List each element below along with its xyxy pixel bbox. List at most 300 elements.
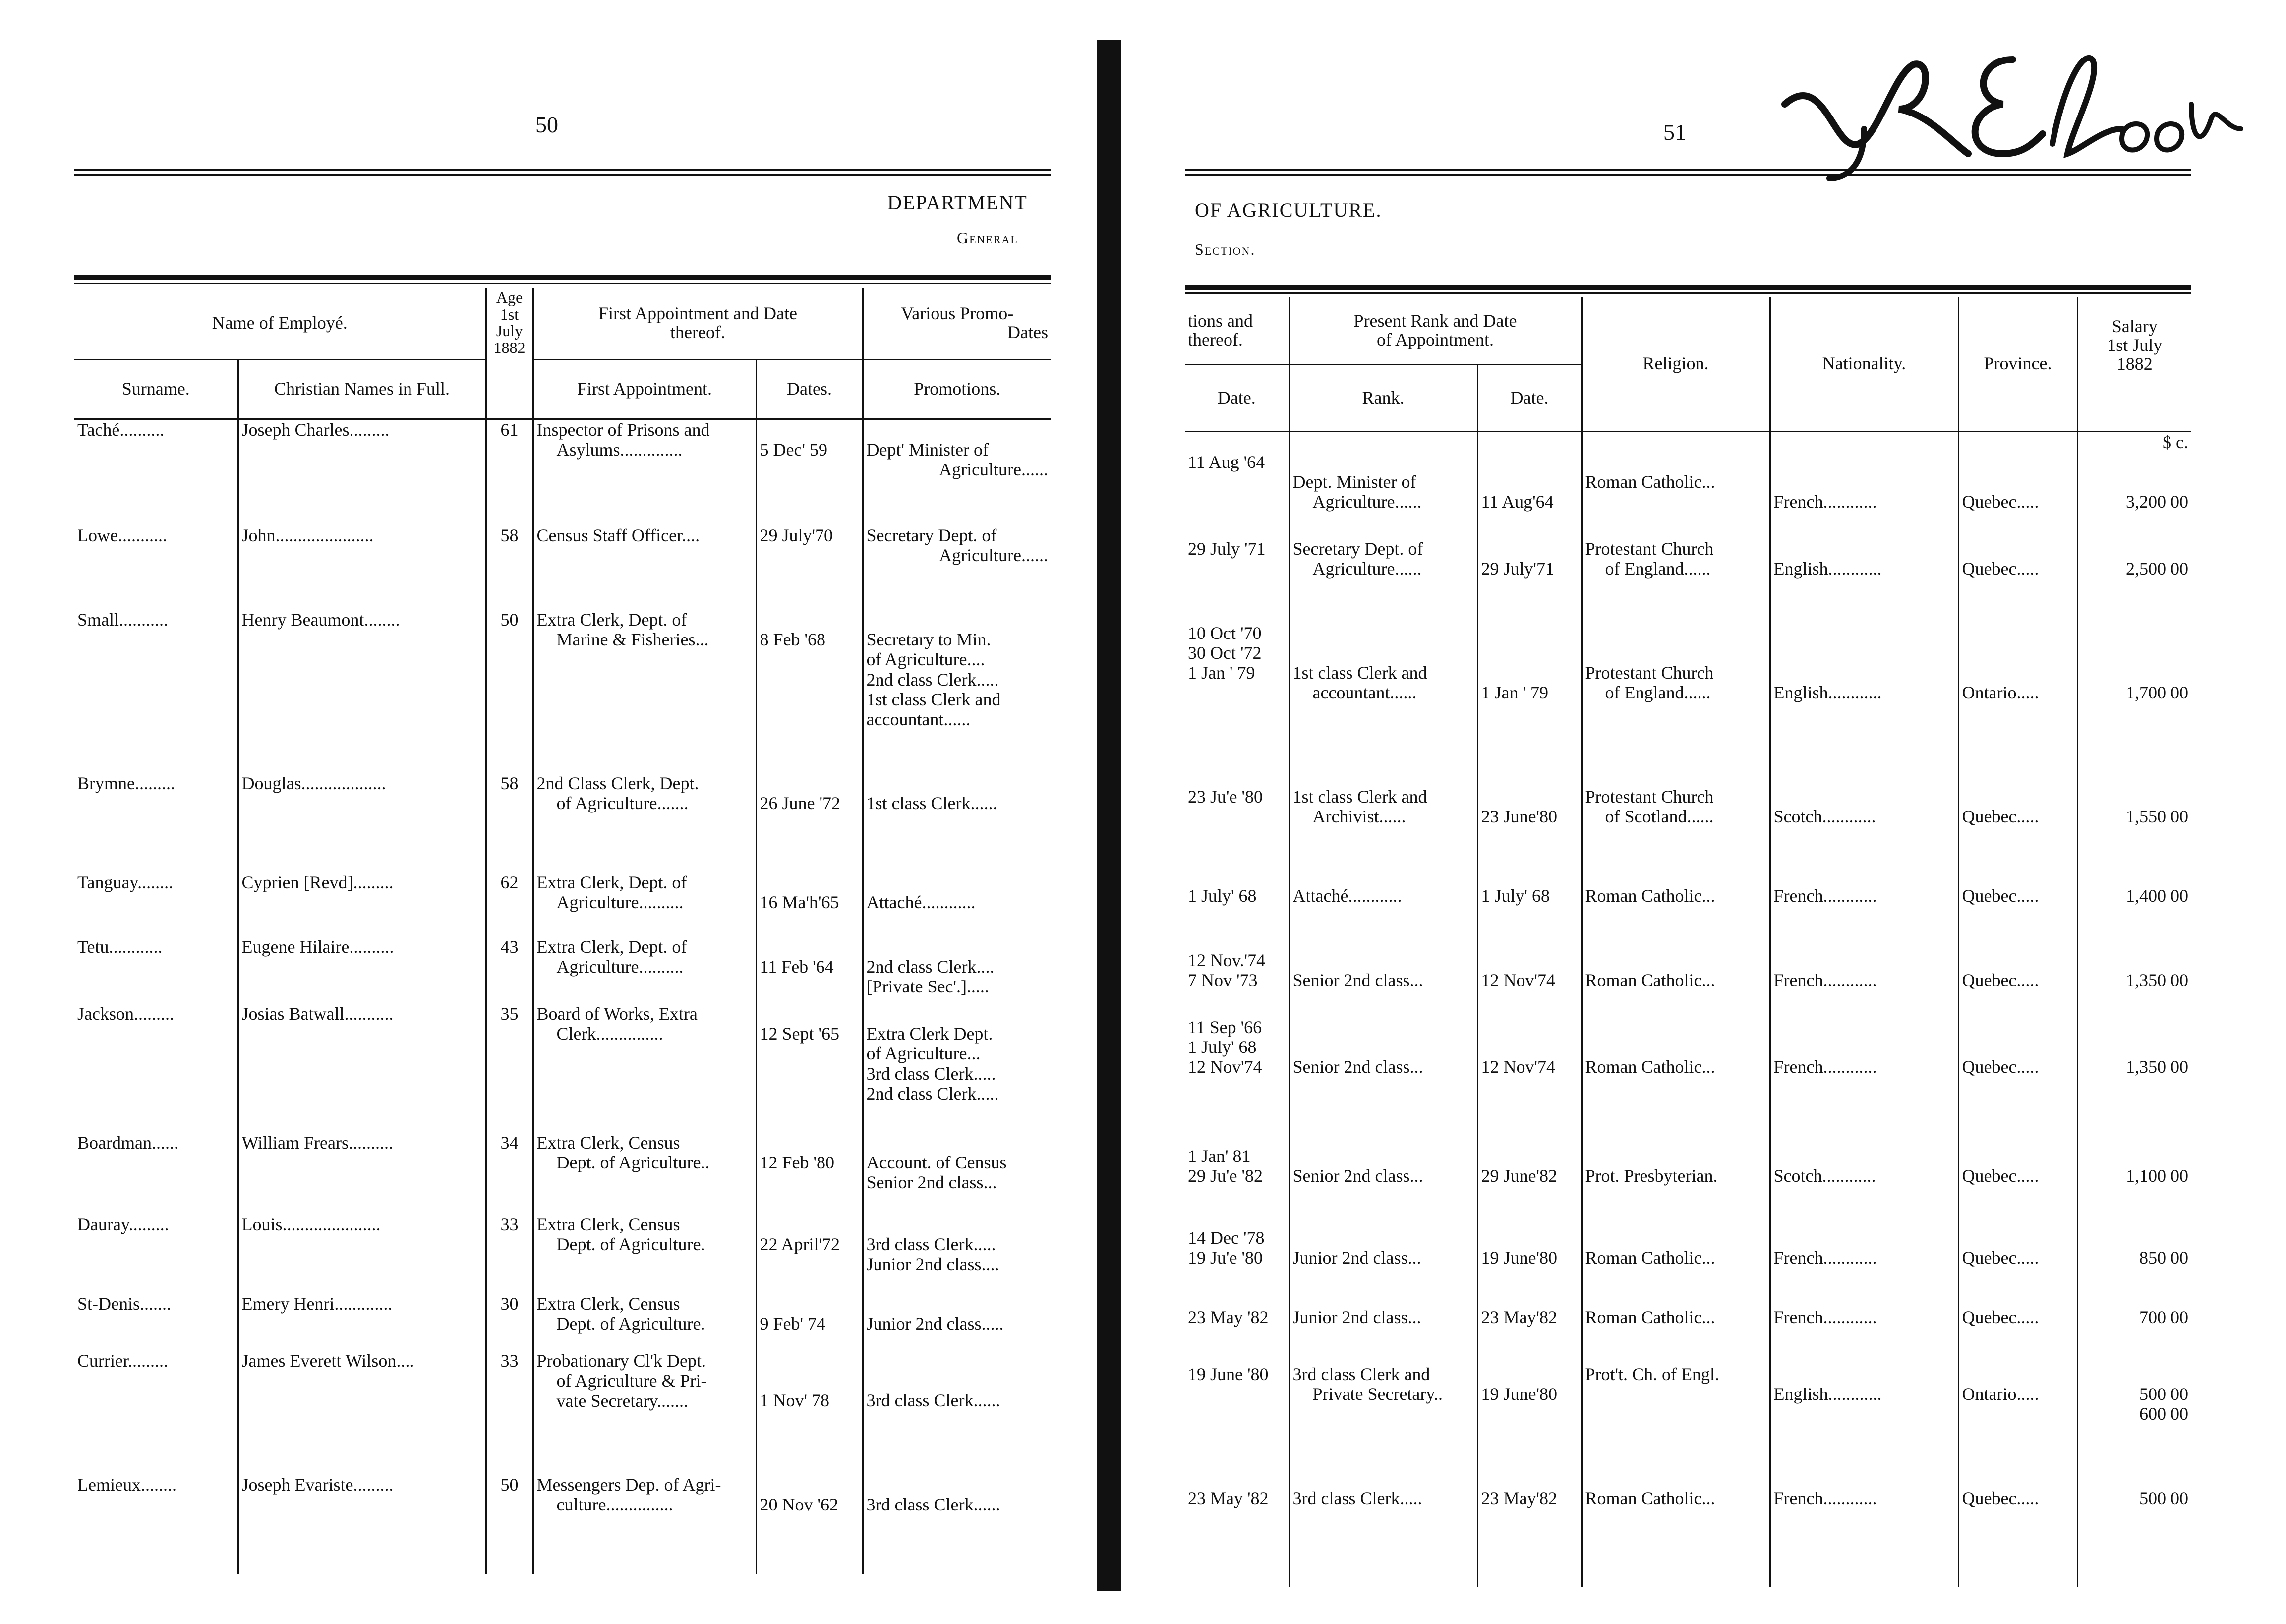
salary-cell — [2077, 1307, 2191, 1364]
age-cell: 50 — [486, 610, 533, 773]
salary-header: Salary 1st July 1882 — [2077, 297, 2191, 431]
religion-cell — [1582, 1307, 1770, 1364]
promotion-line: Junior 2nd class.... — [866, 1254, 999, 1275]
promotion-line: Agriculture...... — [939, 459, 1049, 479]
first-appointment-cell — [533, 610, 756, 773]
rank-date-text: 19 June'80 — [1481, 1384, 1557, 1404]
rank-date-text: 29 July'71 — [1481, 558, 1554, 579]
first-appointment-line: Extra Clerk, Dept. of — [536, 610, 687, 630]
promotion-date-line: 23 May '82 — [1188, 1488, 1269, 1508]
rank-line: Private Secretary.. — [1312, 1384, 1443, 1404]
nationality-text: French............ — [1773, 1247, 1877, 1268]
province-cell — [1958, 452, 2077, 539]
first-appointment-line: Clerk............... — [556, 1024, 663, 1044]
age-cell: 30 — [486, 1294, 533, 1351]
rank-date-cell — [1477, 1364, 1582, 1488]
surname-text: Small........... — [77, 610, 169, 630]
currency-row — [1185, 431, 2191, 452]
surname-text: Tetu............ — [77, 937, 163, 957]
first-appointment-line: Extra Clerk, Census — [536, 1294, 680, 1314]
province-text: Quebec..... — [1962, 970, 2039, 990]
empty-cell — [1185, 431, 1289, 452]
table-row — [1185, 539, 2191, 623]
promotion-line: Attaché............ — [866, 892, 976, 912]
rank-cell — [1289, 452, 1477, 539]
christian-names-cell — [238, 1294, 486, 1351]
first-appointment-cell — [533, 872, 756, 937]
first-appointment-cell — [533, 525, 756, 610]
dates-header: Dates. — [756, 359, 863, 419]
page-number-left: 50 — [535, 112, 558, 137]
province-text: Ontario..... — [1962, 682, 2039, 702]
rank-date-text: 29 June'82 — [1481, 1165, 1557, 1186]
christian-names-text: Eugene Hilaire.......... — [241, 937, 394, 957]
first-appointment-line: Extra Clerk, Dept. of — [536, 872, 687, 892]
christian-names-cell — [238, 1133, 486, 1215]
first-appointment-line: Asylums.............. — [556, 439, 683, 460]
empty-cell — [1958, 431, 2077, 452]
religion-line: of England...... — [1605, 559, 1711, 579]
promotion-date-line: 10 Oct '70 — [1188, 623, 1262, 643]
nationality-text: English............ — [1773, 682, 1882, 702]
empty-cell — [1477, 431, 1582, 452]
nationality-cell — [1770, 623, 1958, 787]
religion-cell — [1582, 623, 1770, 787]
promotion-date-line: 29 Ju'e '82 — [1188, 1166, 1263, 1186]
table-row — [1185, 787, 2191, 886]
first-appointment-header: First Appointment. — [533, 359, 756, 419]
various-promotions-header: Various Promo- Dates — [863, 288, 1051, 359]
salary-cell — [2077, 452, 2191, 539]
nationality-text: French............ — [1773, 491, 1877, 512]
first-appointment-line: Extra Clerk, Dept. of — [536, 937, 687, 957]
christian-names-text: Henry Beaumont........ — [241, 610, 400, 630]
rank-cell — [1289, 1146, 1477, 1228]
surname-cell — [74, 1475, 238, 1574]
christian-names-cell — [238, 773, 486, 872]
age-cell: 33 — [486, 1215, 533, 1294]
promotion-dates-cell — [1185, 623, 1289, 787]
nationality-text: French............ — [1773, 1056, 1877, 1077]
surname-text: Tanguay........ — [77, 872, 174, 892]
promotion-dates-cell — [1185, 452, 1289, 539]
table-row — [1185, 1146, 2191, 1228]
province-cell — [1958, 539, 2077, 623]
promotion-line: Account. of Census — [866, 1153, 1007, 1172]
province-cell — [1958, 1146, 2077, 1228]
rank-cell — [1289, 787, 1477, 886]
empty-cell — [1770, 431, 1958, 452]
promotion-date-line: 14 Dec '78 — [1188, 1227, 1265, 1248]
nationality-text: French............ — [1773, 1488, 1877, 1508]
table-top-rule-thin — [74, 283, 1051, 284]
first-appointment-cell — [533, 1133, 756, 1215]
promotion-date-header: Date. — [1185, 364, 1289, 431]
province-text: Quebec..... — [1962, 1247, 2039, 1268]
promotion-date-line: 1 July' 68 — [1188, 885, 1257, 906]
surname-cell — [74, 1351, 238, 1475]
salary-line: 850 00 — [2139, 1247, 2188, 1268]
promotion-date-line: 7 Nov '73 — [1188, 970, 1258, 990]
religion-cell — [1582, 1146, 1770, 1228]
rank-line: Junior 2nd class... — [1292, 1307, 1421, 1327]
surname-cell — [74, 1215, 238, 1294]
rank-date-text: 19 June'80 — [1481, 1247, 1557, 1268]
nationality-text: Scotch............ — [1773, 806, 1876, 826]
salary-cell — [2077, 1364, 2191, 1488]
christian-names-cell — [238, 1351, 486, 1475]
table-top-rule — [74, 275, 1051, 280]
salary-line: 1,350 00 — [2126, 970, 2188, 990]
first-appointment-line: Dept. of Agriculture. — [556, 1234, 705, 1255]
rank-date-text: 1 July' 68 — [1481, 885, 1550, 906]
employee-table-right — [1185, 297, 2191, 1587]
surname-cell — [74, 610, 238, 773]
rank-date-cell — [1477, 1017, 1582, 1146]
table-row — [74, 1133, 1051, 1215]
christian-names-text: John...................... — [241, 525, 374, 545]
promotion-date-line: 19 June '80 — [1188, 1364, 1269, 1384]
province-text: Quebec..... — [1962, 1488, 2039, 1508]
employee-table-left — [74, 288, 1051, 1574]
nationality-text: Scotch............ — [1773, 1165, 1876, 1186]
age-cell: 33 — [486, 1351, 533, 1475]
currency-cell: $ c. — [2077, 431, 2191, 452]
religion-line: Roman Catholic... — [1585, 1307, 1715, 1327]
promotion-line: Junior 2nd class..... — [866, 1314, 1004, 1334]
rank-date-cell — [1477, 452, 1582, 539]
surname-cell — [74, 773, 238, 872]
top-rule-thin — [74, 174, 1051, 176]
nationality-cell — [1770, 1228, 1958, 1307]
promotion-line: Secretary Dept. of — [866, 525, 997, 545]
province-text: Quebec..... — [1962, 1165, 2039, 1186]
promotion-dates-cell — [1185, 950, 1289, 1017]
first-appointment-group-header: First Appointment and Date thereof. — [533, 288, 863, 359]
rank-date-cell — [1477, 1488, 1582, 1587]
appointment-date-cell — [756, 1004, 863, 1133]
table-row — [74, 525, 1051, 610]
rank-line: Senior 2nd class... — [1292, 1165, 1423, 1186]
promotion-dates-cell — [1185, 1364, 1289, 1488]
table-row — [1185, 452, 2191, 539]
religion-cell — [1582, 1017, 1770, 1146]
general-heading: General — [957, 229, 1018, 247]
rank-date-cell — [1477, 950, 1582, 1017]
appointment-date-text: 16 Ma'h'65 — [760, 892, 839, 912]
surname-cell — [74, 525, 238, 610]
religion-line: of England...... — [1605, 683, 1711, 703]
salary-line: 1,700 00 — [2126, 682, 2188, 702]
rank-cell — [1289, 1228, 1477, 1307]
promotion-line: 1st class Clerk...... — [866, 793, 997, 813]
rank-line: Attaché............ — [1292, 885, 1402, 906]
promotion-dates-cell — [1185, 1228, 1289, 1307]
first-appointment-cell — [533, 1004, 756, 1133]
rank-cell — [1289, 539, 1477, 623]
first-appointment-line: Marine & Fisheries... — [556, 630, 709, 650]
salary-line: 1,550 00 — [2126, 806, 2188, 826]
nationality-cell — [1770, 1146, 1958, 1228]
page-number-right: 51 — [1663, 119, 1686, 145]
appointment-date-text: 26 June '72 — [760, 793, 840, 813]
promotions-cell — [863, 937, 1051, 1004]
promotions-cell — [863, 419, 1051, 525]
age-header: Age 1st July 1882 — [486, 288, 533, 419]
christian-names-text: Josias Batwall........... — [241, 1004, 394, 1024]
rank-cell — [1289, 950, 1477, 1017]
salary-line: 1,100 00 — [2126, 1165, 2188, 1186]
promotion-date-line: 12 Nov.'74 — [1188, 950, 1266, 970]
surname-text: Lowe........... — [77, 525, 167, 545]
nationality-header: Nationality. — [1770, 297, 1958, 431]
first-appointment-cell — [533, 1475, 756, 1574]
religion-cell — [1582, 886, 1770, 950]
promotions-cell — [863, 1475, 1051, 1574]
province-text: Quebec..... — [1962, 558, 2039, 579]
promotion-dates-cell — [1185, 1307, 1289, 1364]
first-appointment-cell — [533, 1351, 756, 1475]
table-row — [1185, 1017, 2191, 1146]
rank-cell — [1289, 886, 1477, 950]
surname-text: Currier......... — [77, 1351, 168, 1371]
promotion-date-line: 11 Aug '64 — [1188, 452, 1265, 472]
promotions-cell — [863, 1133, 1051, 1215]
promotion-line: 3rd class Clerk..... — [866, 1234, 996, 1254]
salary-cell — [2077, 950, 2191, 1017]
first-appointment-line: Messengers Dep. of Agri- — [536, 1475, 721, 1495]
promotion-line: of Agriculture... — [866, 1044, 981, 1064]
rank-line: Agriculture...... — [1312, 492, 1422, 512]
table-row — [1185, 1228, 2191, 1307]
religion-cell — [1582, 950, 1770, 1017]
salary-cell — [2077, 886, 2191, 950]
table-row — [1185, 1307, 2191, 1364]
promotion-date-line: 1 Jan' 81 — [1188, 1146, 1251, 1166]
rank-date-header: Date. — [1477, 364, 1582, 431]
religion-cell — [1582, 1488, 1770, 1587]
salary-cell — [2077, 1017, 2191, 1146]
appointment-date-text: 20 Nov '62 — [760, 1495, 838, 1514]
nationality-cell — [1770, 452, 1958, 539]
promotion-date-line: 1 Jan ' 79 — [1188, 663, 1255, 683]
salary-line: 1,350 00 — [2126, 1056, 2188, 1077]
rank-line: Dept. Minister of — [1292, 471, 1416, 492]
rank-line: 3rd class Clerk..... — [1292, 1488, 1422, 1508]
promotion-line: Senior 2nd class... — [866, 1172, 997, 1193]
appointment-date-cell — [756, 610, 863, 773]
rank-line: 1st class Clerk and — [1292, 786, 1427, 807]
table-row — [74, 872, 1051, 937]
empty-cell — [1582, 431, 1770, 452]
religion-cell — [1582, 787, 1770, 886]
religion-line: Prot. Presbyterian. — [1585, 1165, 1718, 1186]
promotion-date-line: 29 July '71 — [1188, 538, 1266, 559]
religion-header: Religion. — [1582, 297, 1770, 431]
nationality-text: French............ — [1773, 1307, 1877, 1327]
salary-line: 600 00 — [2139, 1404, 2188, 1424]
nationality-text: English............ — [1773, 558, 1882, 579]
salary-cell — [2077, 1488, 2191, 1587]
first-appointment-line: Inspector of Prisons and — [536, 419, 710, 440]
promotion-date-line: 1 July' 68 — [1188, 1037, 1257, 1057]
promotions-header: Promotions. — [863, 359, 1051, 419]
christian-names-cell — [238, 1215, 486, 1294]
christian-names-text: Douglas................... — [241, 773, 386, 793]
nationality-cell — [1770, 950, 1958, 1017]
appointment-date-cell — [756, 937, 863, 1004]
surname-cell — [74, 1133, 238, 1215]
salary-line: 2,500 00 — [2126, 558, 2188, 579]
christian-names-header: Christian Names in Full. — [238, 359, 486, 419]
christian-names-text: Cyprien [Revd]......... — [241, 872, 394, 892]
promotion-line: 1st class Clerk and — [866, 689, 1001, 709]
top-rule — [74, 169, 1051, 171]
first-appointment-cell — [533, 773, 756, 872]
table-row — [74, 1351, 1051, 1475]
religion-line: Protestant Church — [1585, 786, 1714, 807]
promotion-line: Dept' Minister of — [866, 439, 989, 460]
age-cell: 34 — [486, 1133, 533, 1215]
salary-line: 700 00 — [2139, 1307, 2188, 1327]
rank-line: Secretary Dept. of — [1292, 538, 1423, 559]
appointment-date-cell — [756, 872, 863, 937]
surname-text: Jackson......... — [77, 1004, 174, 1024]
table-top-rule-thin — [1185, 292, 2191, 294]
handwritten-signature — [1765, 30, 2261, 188]
rank-cell — [1289, 1488, 1477, 1587]
salary-cell — [2077, 623, 2191, 787]
promotion-line: of Agriculture.... — [866, 649, 985, 670]
nationality-text: French............ — [1773, 970, 1877, 990]
promotion-dates-cell — [1185, 886, 1289, 950]
promotion-line: [Private Sec'.]..... — [866, 977, 989, 997]
rank-date-text: 12 Nov'74 — [1481, 970, 1555, 990]
age-cell: 58 — [486, 525, 533, 610]
religion-cell — [1582, 452, 1770, 539]
surname-header: Surname. — [74, 359, 238, 419]
rank-line: Senior 2nd class... — [1292, 970, 1423, 990]
appointment-date-cell — [756, 1215, 863, 1294]
table-row — [74, 419, 1051, 525]
religion-line: of Scotland...... — [1605, 807, 1714, 827]
age-cell: 58 — [486, 773, 533, 872]
surname-text: St-Denis....... — [77, 1294, 171, 1314]
promotion-date-line: 19 Ju'e '80 — [1188, 1248, 1263, 1268]
promotion-date-line: 11 Sep '66 — [1188, 1017, 1262, 1037]
christian-names-cell — [238, 1475, 486, 1574]
christian-names-cell — [238, 872, 486, 937]
rank-date-text: 23 May'82 — [1481, 1488, 1557, 1508]
christian-names-text: James Everett Wilson.... — [241, 1351, 414, 1371]
promotion-dates-cell — [1185, 539, 1289, 623]
rank-date-text: 1 Jan ' 79 — [1481, 682, 1548, 702]
promotion-line: 3rd class Clerk..... — [866, 1063, 996, 1084]
province-cell — [1958, 1488, 2077, 1587]
appointment-date-text: 8 Feb '68 — [760, 630, 826, 649]
rank-date-cell — [1477, 1307, 1582, 1364]
first-appointment-line: Probationary Cl'k Dept. — [536, 1351, 706, 1371]
appointment-date-text: 11 Feb '64 — [760, 957, 834, 977]
christian-names-text: Louis...................... — [241, 1215, 381, 1234]
first-appointment-line: Extra Clerk, Census — [536, 1215, 680, 1234]
promotion-date-line: 23 May '82 — [1188, 1307, 1269, 1327]
province-cell — [1958, 886, 2077, 950]
first-appointment-line: Dept. of Agriculture. — [556, 1314, 705, 1334]
surname-cell — [74, 937, 238, 1004]
rank-line: accountant...... — [1312, 683, 1417, 703]
nationality-cell — [1770, 539, 1958, 623]
nationality-cell — [1770, 1017, 1958, 1146]
promotions-cell — [863, 1294, 1051, 1351]
table-top-rule — [1185, 285, 2191, 290]
age-cell: 35 — [486, 1004, 533, 1133]
surname-text: Dauray......... — [77, 1215, 169, 1234]
name-of-employe-header: Name of Employé. — [74, 288, 486, 359]
rank-date-text: 11 Aug'64 — [1481, 491, 1554, 512]
province-text: Quebec..... — [1962, 1307, 2039, 1327]
table-row — [74, 1215, 1051, 1294]
table-row — [1185, 623, 2191, 787]
province-text: Quebec..... — [1962, 806, 2039, 826]
first-appointment-line: of Agriculture & Pri- — [556, 1371, 707, 1391]
appointment-date-cell — [756, 1133, 863, 1215]
promotions-cell — [863, 1215, 1051, 1294]
religion-cell — [1582, 539, 1770, 623]
christian-names-cell — [238, 937, 486, 1004]
rank-line: Junior 2nd class... — [1292, 1247, 1421, 1268]
province-cell — [1958, 950, 2077, 1017]
rank-line: Agriculture...... — [1312, 559, 1422, 579]
appointment-date-text: 29 July'70 — [760, 525, 833, 545]
table-row — [74, 773, 1051, 872]
first-appointment-line: vate Secretary....... — [556, 1391, 689, 1411]
province-text: Quebec..... — [1962, 885, 2039, 906]
promotion-line: Extra Clerk Dept. — [866, 1024, 993, 1044]
appointment-date-cell — [756, 525, 863, 610]
surname-text: Taché.......... — [77, 419, 165, 440]
rank-date-cell — [1477, 623, 1582, 787]
salary-cell — [2077, 1146, 2191, 1228]
surname-text: Lemieux........ — [77, 1475, 176, 1495]
surname-cell — [74, 419, 238, 525]
rank-date-cell — [1477, 886, 1582, 950]
of-agriculture-heading: OF AGRICULTURE. — [1195, 199, 1382, 221]
salary-line: 500 00 — [2139, 1488, 2188, 1508]
surname-text: Brymne......... — [77, 773, 175, 793]
appointment-date-text: 9 Feb' 74 — [760, 1314, 826, 1334]
promotion-line: 2nd class Clerk..... — [866, 669, 999, 690]
age-cell: 62 — [486, 872, 533, 937]
rank-cell — [1289, 1307, 1477, 1364]
promotion-line: Agriculture...... — [939, 545, 1049, 566]
rank-date-cell — [1477, 1146, 1582, 1228]
salary-cell — [2077, 539, 2191, 623]
rank-line: 3rd class Clerk and — [1292, 1364, 1430, 1384]
promotion-date-line: 23 Ju'e '80 — [1188, 786, 1263, 807]
religion-line: Protestant Church — [1585, 662, 1714, 683]
rank-date-cell — [1477, 539, 1582, 623]
province-text: Quebec..... — [1962, 491, 2039, 512]
first-appointment-line: Board of Works, Extra — [536, 1004, 698, 1024]
salary-cell — [2077, 1228, 2191, 1307]
appointment-date-text: 5 Dec' 59 — [760, 439, 827, 460]
table-row — [74, 1475, 1051, 1574]
first-appointment-line: Extra Clerk, Census — [536, 1133, 680, 1153]
rank-cell — [1289, 1364, 1477, 1488]
promotion-dates-cell — [1185, 1146, 1289, 1228]
table-row — [74, 1294, 1051, 1351]
